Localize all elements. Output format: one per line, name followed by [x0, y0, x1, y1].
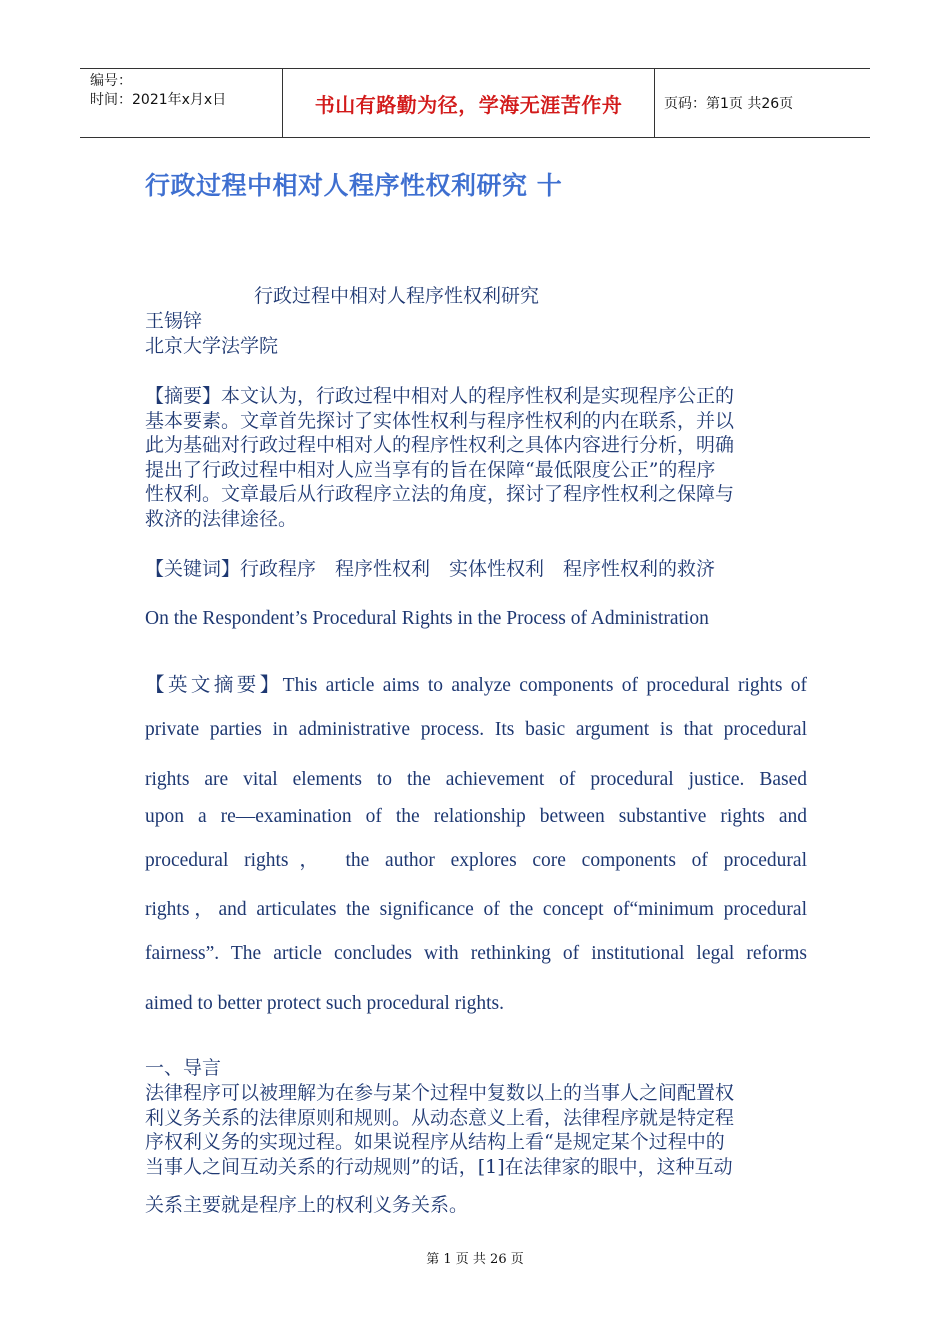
keywords: 【关键词】行政程序 程序性权利 实体性权利 程序性权利的救济: [145, 558, 716, 580]
english-abstract-line: procedural rights， the author explores core components of procedural: [145, 850, 807, 871]
intro-line: 序权利义务的实现过程。如果说程序从结构上看“是规定某个过程中的: [145, 1131, 725, 1153]
abstract-line: 性权利。文章最后从行政程序立法的角度，探讨了程序性权利之保障与: [145, 483, 735, 505]
time-label: 时间：2021年x月x日: [90, 92, 227, 108]
article-affiliation: 北京大学法学院: [145, 335, 279, 357]
header-motto: 书山有路勤为径，学海无涯苦作舟: [282, 69, 655, 137]
abstract: [145, 384, 807, 531]
article-title: 行政过程中相对人程序性权利研究: [254, 285, 540, 307]
english-title: On the Respondent’s Procedural Rights in the Process of Administration: [145, 608, 709, 629]
english-abstract-line: 【英文摘要】This article aims to analyze components of procedural rights of: [145, 675, 807, 696]
document-title: 行政过程中相对人程序性权利研究 十: [145, 171, 563, 200]
english-abstract-line: rights are vital elements to the achievement of procedural justice. Based: [145, 769, 807, 790]
english-abstract-line: private parties in administrative process. Its basic argument is that procedural: [145, 719, 807, 740]
page-footer: 第 1 页 共 26 页: [426, 1252, 524, 1267]
section-heading: 一、导言: [145, 1057, 222, 1079]
english-abstract-line: upon a re—examination of the relationship between substantive rights and: [145, 806, 807, 827]
intro-line: 当事人之间互动关系的行动规则”的话，[1]在法律家的眼中，这种互动: [145, 1156, 733, 1178]
number-label: 编号：: [90, 73, 132, 89]
intro-line: 法律程序可以被理解为在参与某个过程中复数以上的当事人之间配置权: [145, 1082, 735, 1104]
abstract-line: 【摘要】本文认为，行政过程中相对人的程序性权利是实现程序公正的: [145, 385, 735, 407]
article-author: 王锡锌: [145, 310, 203, 332]
abstract-line: 此为基础对行政过程中相对人的程序性权利之具体内容进行分析，明确: [145, 434, 735, 456]
abstract-line: 基本要素。文章首先探讨了实体性权利与程序性权利的内在联系，并以: [145, 409, 735, 432]
intro-line: 关系主要就是程序上的权利义务关系。: [145, 1194, 469, 1216]
intro-paragraph: [145, 1081, 807, 1155]
header-meta: [80, 69, 282, 137]
abstract-line: 提出了行政过程中相对人应当享有的旨在保障“最低限度公正”的程序: [145, 458, 716, 481]
abstract-line: 救济的法律途径。: [145, 507, 298, 530]
english-abstract-line: fairness”. The article concludes with rethinking of institutional legal reforms: [145, 943, 807, 964]
header-page-info: 页码：第1页 共26页: [664, 96, 794, 112]
english-abstract-line: aimed to better protect such procedural rights.: [145, 993, 504, 1014]
english-abstract-line: rights，and articulates the significance of the concept of“minimum procedural: [145, 899, 807, 920]
intro-line: 利义务关系的法律原则和规则。从动态意义上看，法律程序就是特定程: [145, 1106, 735, 1129]
header-table: [80, 68, 870, 138]
